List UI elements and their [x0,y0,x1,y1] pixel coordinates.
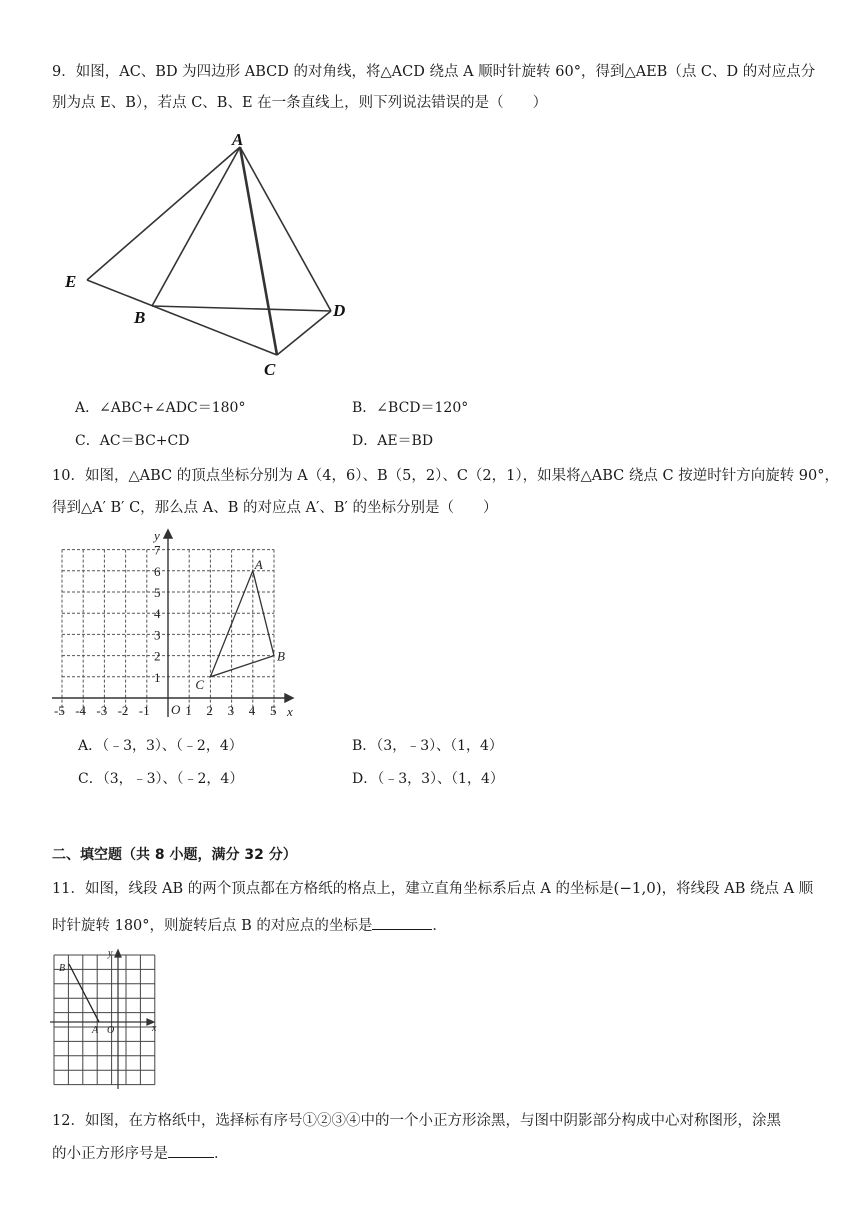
y-axis-arrow [164,530,172,538]
y-tick-label: 1 [154,669,161,685]
q11-text-line1 [52,878,813,899]
y-tick-label: 3 [154,627,161,643]
q10-option-c[interactable]: C．（3，﹣3）、（﹣2，4） [78,771,244,787]
segment-AC [240,147,277,355]
q11-text-a: 11．如图，线段 AB 的两个顶点都在方格纸的格点上，建立直角坐标系后点 A 的坐标是 [52,881,614,897]
label-C: C [264,360,276,379]
segment-EC [87,280,277,355]
y-axis-arrow [115,950,121,957]
segment-AE [87,147,240,280]
x-axis-arrow [285,694,293,702]
point-label-c: C [195,676,205,692]
origin-label: O [107,1025,115,1036]
q9-option-b[interactable]: B．∠BCD＝120° [352,400,469,416]
y-tick-label: 7 [154,542,161,558]
q9-text-line2: 别为点 E、B），若点 C、B、E 在一条直线上，则下列说法错误的是（ ） [52,95,548,111]
q10-text-line2: 得到△A′ B′ C，那么点 A、B 的对应点 A′、B′ 的坐标分别是（ ） [52,500,498,516]
label-A: A [92,1025,99,1036]
segment-AB [152,147,240,306]
q11-text-c: 时针旋转 180°，则旋转后点 B 的对应点的坐标是 [52,918,373,934]
segment-BD [152,306,331,311]
x-tick-label: 4 [248,703,256,718]
q9-option-d[interactable]: D．AE＝BD [352,433,434,449]
q11-grid-figure [50,945,165,1093]
x-tick-label: -5 [54,703,65,718]
x-tick-label: -4 [75,703,87,718]
q12-text-b: ． [214,1146,229,1162]
triangle-abc [210,571,274,677]
x-axis-label: x [287,704,293,719]
q11-answer-blank[interactable] [372,915,432,930]
q9-option-a[interactable]: A．∠ABC+∠ADC＝180° [75,400,246,416]
q12-text-a: 的小正方形序号是 [52,1146,168,1162]
y-tick-label: 6 [154,563,161,579]
q11-text-line2 [52,915,447,936]
y-axis-label: y [108,948,113,959]
x-tick-label: 2 [206,703,213,718]
q9-text-line1: 9．如图，AC、BD 为四边形 ABCD 的对角线，将△ACD 绕点 A 顺时针旋转 60°，得到△AEB（点 C、D 的对应点分 [52,64,816,80]
q10-option-b[interactable]: B．（3，﹣3）、（1，4） [352,738,503,754]
x-tick-label: -3 [96,703,108,718]
segment-ab [69,964,99,1022]
x-axis-label: x [152,1023,157,1034]
q10-option-a[interactable]: A．（﹣3，3）、（﹣2，4） [78,738,243,754]
q10-text-line1: 10．如图，△ABC 的顶点坐标分别为 A（4，6）、B（5，2）、C（2，1），如果将△ABC 绕点 C 按逆时针方向旋转 90°， [52,468,840,484]
x-tick-label: -2 [117,703,129,718]
q12-answer-blank[interactable] [168,1143,214,1158]
q12-text-line2 [52,1143,229,1164]
q10-coordinate-graph [50,527,300,723]
q11-coordinate: (−1,0) [613,879,662,897]
q9-option-c[interactable]: C．AC＝BC+CD [75,433,190,449]
y-axis-label: y [154,528,160,543]
point-label-a: A [254,556,263,572]
q11-text-d: ． [432,918,447,934]
y-tick-label: 5 [154,585,161,600]
q12-text-line1: 12．如图，在方格纸中，选择标有序号①②③④中的一个小正方形涂黑，与图中阴影部分构成中心对称图形，涂黑 [52,1113,781,1129]
origin-label: O [171,702,181,717]
point-label-b: B [277,648,285,664]
label-E: E [65,272,77,291]
label-B: B [59,963,66,974]
x-tick-label: 3 [227,703,235,718]
q9-quadrilateral-figure [50,125,370,385]
segment-CD [277,311,331,355]
y-tick-label: 2 [154,648,161,664]
label-D: D [333,301,346,320]
label-B: B [134,308,146,327]
q10-option-d[interactable]: D．（﹣3，3）、（1，4） [352,771,504,787]
x-tick-label: 1 [185,703,192,718]
x-tick-label: 5 [270,703,277,718]
section-title: 二、填空题（共 8 小题，满分 32 分） [52,847,297,863]
x-tick-label: -1 [138,703,150,718]
y-tick-label: 4 [154,606,161,622]
q11-text-b: ，将线段 AB 绕点 A 顺 [661,881,814,897]
label-A: A [232,130,244,149]
